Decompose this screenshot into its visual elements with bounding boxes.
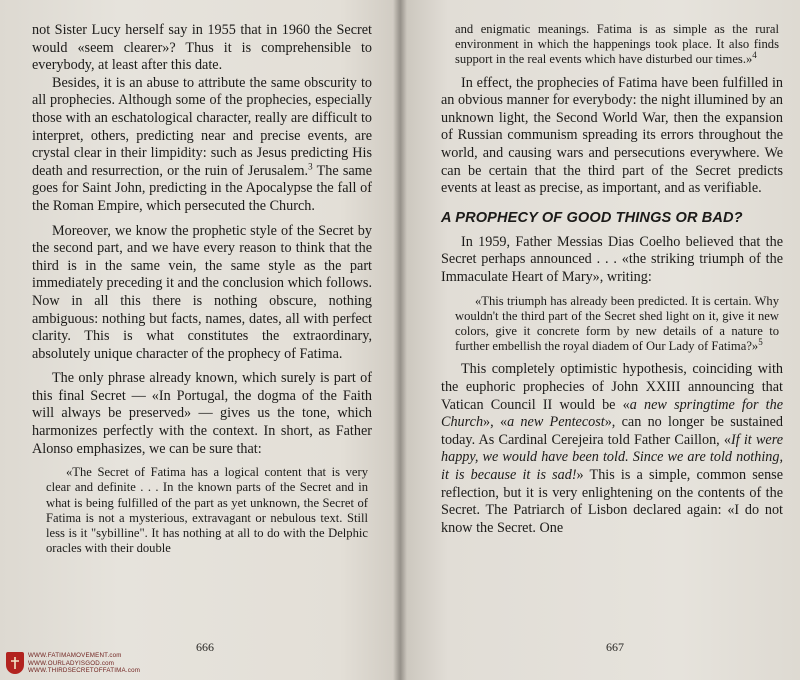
watermark-line-2: WWW.OURLADYISGOD.com	[28, 659, 115, 667]
right-paragraph-1: In effect, the prophecies of Fatima have been fulfilled in an obvious manner for everybody: the night illumined by an unknown light, the Second World War, then the expansion of Russian communism spreading its errors throughout the world, and causing wars and persecutions everywhere. We can be certain that the third part of the Secret predicts events at least as precise, as important, and as verifiable.	[441, 74, 783, 197]
left-paragraph-4: The only phrase already known, which surely is part of this final Secret — «In Portugal, the dogma of the Faith will always be preserved» — gives us the tone, which harmonizes perfectly with the context. In short, as Father Alonso emphasizes, we can be sure that:	[32, 370, 372, 457]
right-paragraph-3: This completely optimistic hypothesis, coinciding with the euphoric prophecies of John XXIII announcing that Vatican Council II would be «a new springtime for the Church», «a new Pentecost», can no longer be sustained today. As Cardinal Cerejeira told Father Caillon, «If it were happy, we would have been told. Since we are told nothing, it is because it is sad!» This is a simple, common sense reflection, but it is very enlightening on the contents of the Secret. The Patriarch of Lisbon declared again: «I do not know the Secret. One	[441, 361, 784, 536]
right-page	[400, 0, 800, 680]
footnote-ref-4: 4	[752, 50, 757, 61]
left-text-column	[32, 22, 372, 556]
page-number-left: 666	[196, 640, 214, 654]
left-paragraph-3: Moreover, we know the prophetic style of the Secret by the second part, and we have every reason to think that the third is in the same vein, the same style as the part immediately preceding it and the conclusion which follows. Now in all this there is nothing obscure, nothing ambiguous: nothing but facts, names, dates, all with perfect clarity. This is what constitutes the extraordinary, absolutely unique character of the prophecy of Fatima.	[32, 222, 372, 362]
watermark-line-3: WWW.THIRDSECRETOFFATIMA.com	[28, 667, 141, 675]
right-quote-continued: and enigmatic meanings. Fatima is as simple as the rural environment in which the happenings took place. It also finds support in the real events which have disturbed our times.»$^4$	[455, 22, 779, 67]
left-paragraph-1: not Sister Lucy herself say in 1955 that in 1960 the Secret would «seem clearer»? Thus it is comprehensible to everybody, at least after this date.	[32, 22, 372, 74]
section-heading: A PROPHECY OF GOOD THINGS OR BAD?	[441, 209, 743, 226]
left-paragraph-2: Besides, it is an abuse to attribute the same obscurity to all prophecies. Although some of the prophecies, especially those with an eschatological character, really are difficult to interpret, others, predicting near and precise events, are crystal clear in their limpidity: such as Jesus predicting His death and resurrection, or the ruin of Jerusalem.$^3$ The same goes for Saint John, predicting in the Apocalypse the fall of the Roman Empire, which persecuted the Church.	[32, 74, 372, 214]
right-quote-block: «This triumph has already been predicted. It is certain. Why wouldn't the third part of the Secret shed light on it, give it new colors, give it concrete form by new details of a nature to further embellish the royal diadem of Our Lady of Fatima?»$^5$	[455, 293, 779, 354]
watermark	[6, 652, 140, 675]
shield-logo-icon	[6, 652, 24, 674]
page-number-right: 667	[606, 640, 624, 654]
footnote-ref-5: 5	[758, 336, 763, 347]
right-paragraph-2: In 1959, Father Messias Dias Coelho believed that the Secret perhaps announced . . . «the striking triumph of the Immaculate Heart of Mary», writing:	[441, 233, 783, 285]
left-quote-block: «The Secret of Fatima has a logical content that is very clear and definite . . . In the known parts of the Secret and in what is being fulfilled of the part as yet unknown, the Secret of Fatima is not a mysterious, extravagant or nebulous text. Still less is it "sybilline". It has nothing at all to do with the Delphic oracles with their double	[46, 465, 368, 556]
book-spine	[393, 0, 407, 680]
footnote-ref-3: 3	[308, 161, 313, 172]
watermark-line-1: WWW.FATIMAMOVEMENT.com	[28, 652, 122, 659]
right-text-column	[441, 22, 783, 537]
